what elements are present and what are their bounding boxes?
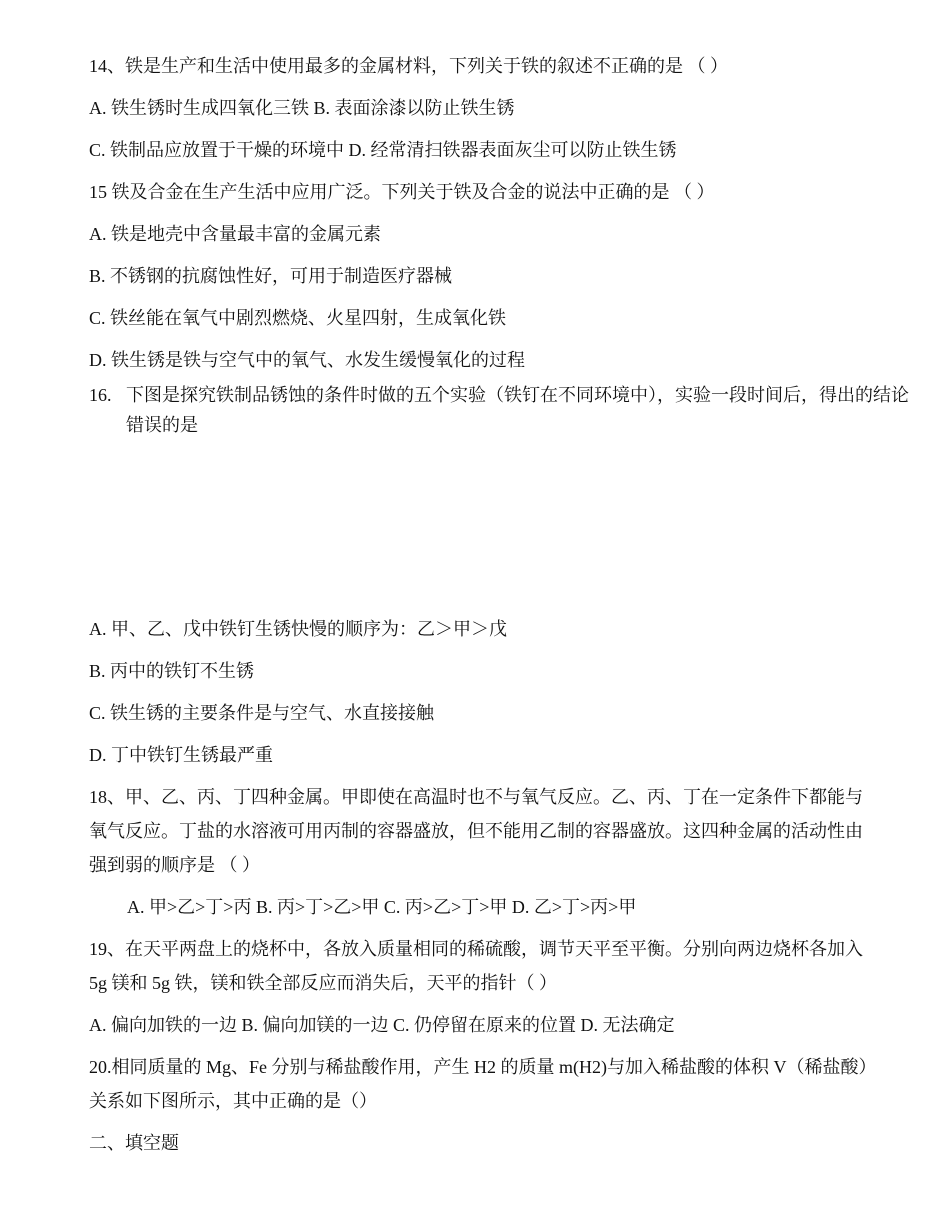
q16-option-b: B. 丙中的铁钉不生锈 — [89, 661, 255, 681]
q14-options-cd: C. 铁制品应放置于干燥的环境中 D. 经常清扫铁器表面灰尘可以防止铁生锈 — [89, 140, 677, 160]
q15-option-c: C. 铁丝能在氧气中剧烈燃烧、火星四射，生成氧化铁 — [89, 308, 507, 328]
q16-stem: 下图是探究铁制品锈蚀的条件时做的五个实验（铁钉在不同环境中），实验一段时间后，得出的结论错误的是 — [126, 385, 909, 435]
q16-stem-block — [89, 380, 909, 440]
q18-options: A. 甲>乙>丁>丙 B. 丙>丁>乙>甲 C. 丙>乙>丁>甲 D. 乙>丁>丙>甲 — [127, 897, 637, 917]
q19-line-1: 19、在天平两盘上的烧杯中，各放入质量相同的稀硫酸，调节天平至平衡。分别向两边烧杯各加入 — [89, 939, 863, 959]
q16-option-a: A. 甲、乙、戊中铁钉生锈快慢的顺序为：乙＞甲＞戊 — [89, 619, 507, 639]
q18-line-2: 氧气反应。丁盐的水溶液可用丙制的容器盛放，但不能用乙制的容器盛放。这四种金属的活动性由 — [89, 821, 863, 841]
q15-option-b: B. 不锈钢的抗腐蚀性好，可用于制造医疗器械 — [89, 266, 453, 286]
q20-line-2: 关系如下图所示，其中正确的是（） — [89, 1091, 377, 1111]
q18-line-1: 18、甲、乙、丙、丁四种金属。甲即使在高温时也不与氧气反应。乙、丙、丁在一定条件下都能与 — [89, 787, 863, 807]
q16-number: 16. — [89, 385, 112, 405]
q20-line-1: 20.相同质量的 Mg、Fe 分别与稀盐酸作用，产生 H2 的质量 m(H2)与加入稀盐酸的体积 V（稀盐酸） — [89, 1057, 877, 1077]
section-title-fill-in: 二、填空题 — [89, 1133, 179, 1153]
q14-options-ab: A. 铁生锈时生成四氧化三铁 B. 表面涂漆以防止铁生锈 — [89, 98, 515, 118]
q18-line-3: 强到弱的顺序是 （ ） — [89, 855, 260, 875]
q19-line-2: 5g 镁和 5g 铁，镁和铁全部反应而消失后，天平的指针（ ） — [89, 973, 557, 993]
q16-option-d: D. 丁中铁钉生锈最严重 — [89, 745, 273, 765]
q16-option-c: C. 铁生锈的主要条件是与空气、水直接接触 — [89, 703, 435, 723]
q16-figure-area — [89, 450, 909, 600]
q15-option-a: A. 铁是地壳中含量最丰富的金属元素 — [89, 224, 381, 244]
q15-option-d: D. 铁生锈是铁与空气中的氧气、水发生缓慢氧化的过程 — [89, 350, 525, 370]
q15-stem: 15 铁及合金在生产生活中应用广泛。下列关于铁及合金的说法中正确的是 （ ） — [89, 182, 715, 202]
q14-stem: 14、铁是生产和生活中使用最多的金属材料，下列关于铁的叙述不正确的是 （ ） — [89, 56, 728, 76]
q19-options: A. 偏向加铁的一边 B. 偏向加镁的一边 C. 仍停留在原来的位置 D. 无法确定 — [89, 1015, 675, 1035]
